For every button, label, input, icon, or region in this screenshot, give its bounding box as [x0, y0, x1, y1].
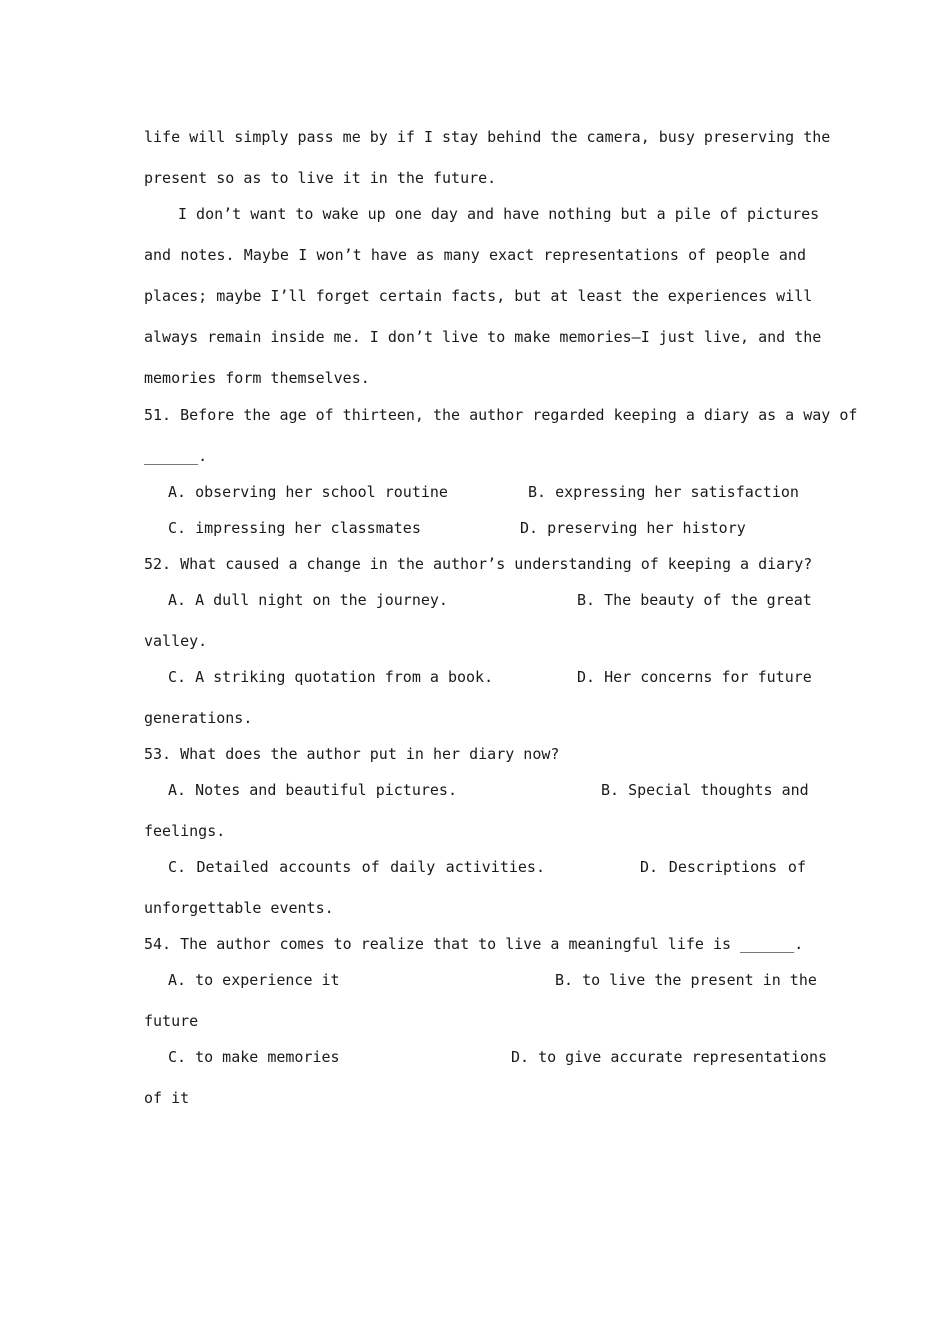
question-54-option-b-cont: future: [144, 1012, 199, 1030]
question-54-option-b: B. to live the present in the: [555, 971, 817, 989]
question-52-option-b-cont: valley.: [144, 632, 208, 650]
question-53-option-d-cont: unforgettable events.: [144, 899, 334, 917]
question-52-stem: 52. What caused a change in the author’s understanding of keeping a diary?: [144, 555, 813, 573]
question-53-option-b-cont: feelings.: [144, 822, 226, 840]
question-54-option-c: C. to make memories: [168, 1048, 340, 1066]
question-51-option-a: A. observing her school routine: [168, 483, 448, 501]
passage-line: always remain inside me. I don’t live to make memories—I just live, and the: [144, 328, 822, 346]
passage-line: life will simply pass me by if I stay behind the camera, busy preserving the: [144, 128, 831, 146]
question-51-stem: 51. Before the age of thirteen, the author regarded keeping a diary as a way of: [144, 406, 858, 424]
passage-line: memories form themselves.: [144, 369, 370, 387]
passage-line: places; maybe I’ll forget certain facts, but at least the experiences will: [144, 287, 813, 305]
question-54-option-d: D. to give accurate representations: [511, 1048, 828, 1066]
question-53-stem: 53. What does the author put in her diary now?: [144, 745, 560, 763]
question-53-option-c: C. Detailed accounts of daily activities.: [168, 858, 545, 876]
question-54-stem: 54. The author comes to realize that to live a meaningful life is ______.: [144, 935, 804, 953]
question-52-option-a: A. A dull night on the journey.: [168, 591, 448, 609]
question-52-option-b: B. The beauty of the great: [577, 591, 812, 609]
question-52-option-d-cont: generations.: [144, 709, 253, 727]
question-51-option-c: C. impressing her classmates: [168, 519, 421, 537]
question-53-option-a: A. Notes and beautiful pictures.: [168, 781, 457, 799]
question-52-option-d: D. Her concerns for future: [577, 668, 812, 686]
question-51-option-d: D. preserving her history: [520, 519, 746, 537]
question-52-option-c: C. A striking quotation from a book.: [168, 668, 494, 686]
question-51-option-b: B. expressing her satisfaction: [528, 483, 799, 501]
question-53-option-b: B. Special thoughts and: [601, 781, 809, 799]
passage-line: present so as to live it in the future.: [144, 169, 497, 187]
question-53-option-d: D. Descriptions of: [640, 858, 806, 876]
passage-line: I don’t want to wake up one day and have nothing but a pile of pictures: [178, 205, 820, 223]
question-54-option-d-cont: of it: [144, 1089, 190, 1107]
question-54-option-a: A. to experience it: [168, 971, 340, 989]
passage-line: and notes. Maybe I won’t have as many exact representations of people and: [144, 246, 806, 264]
question-51-blank: ______.: [144, 447, 208, 465]
